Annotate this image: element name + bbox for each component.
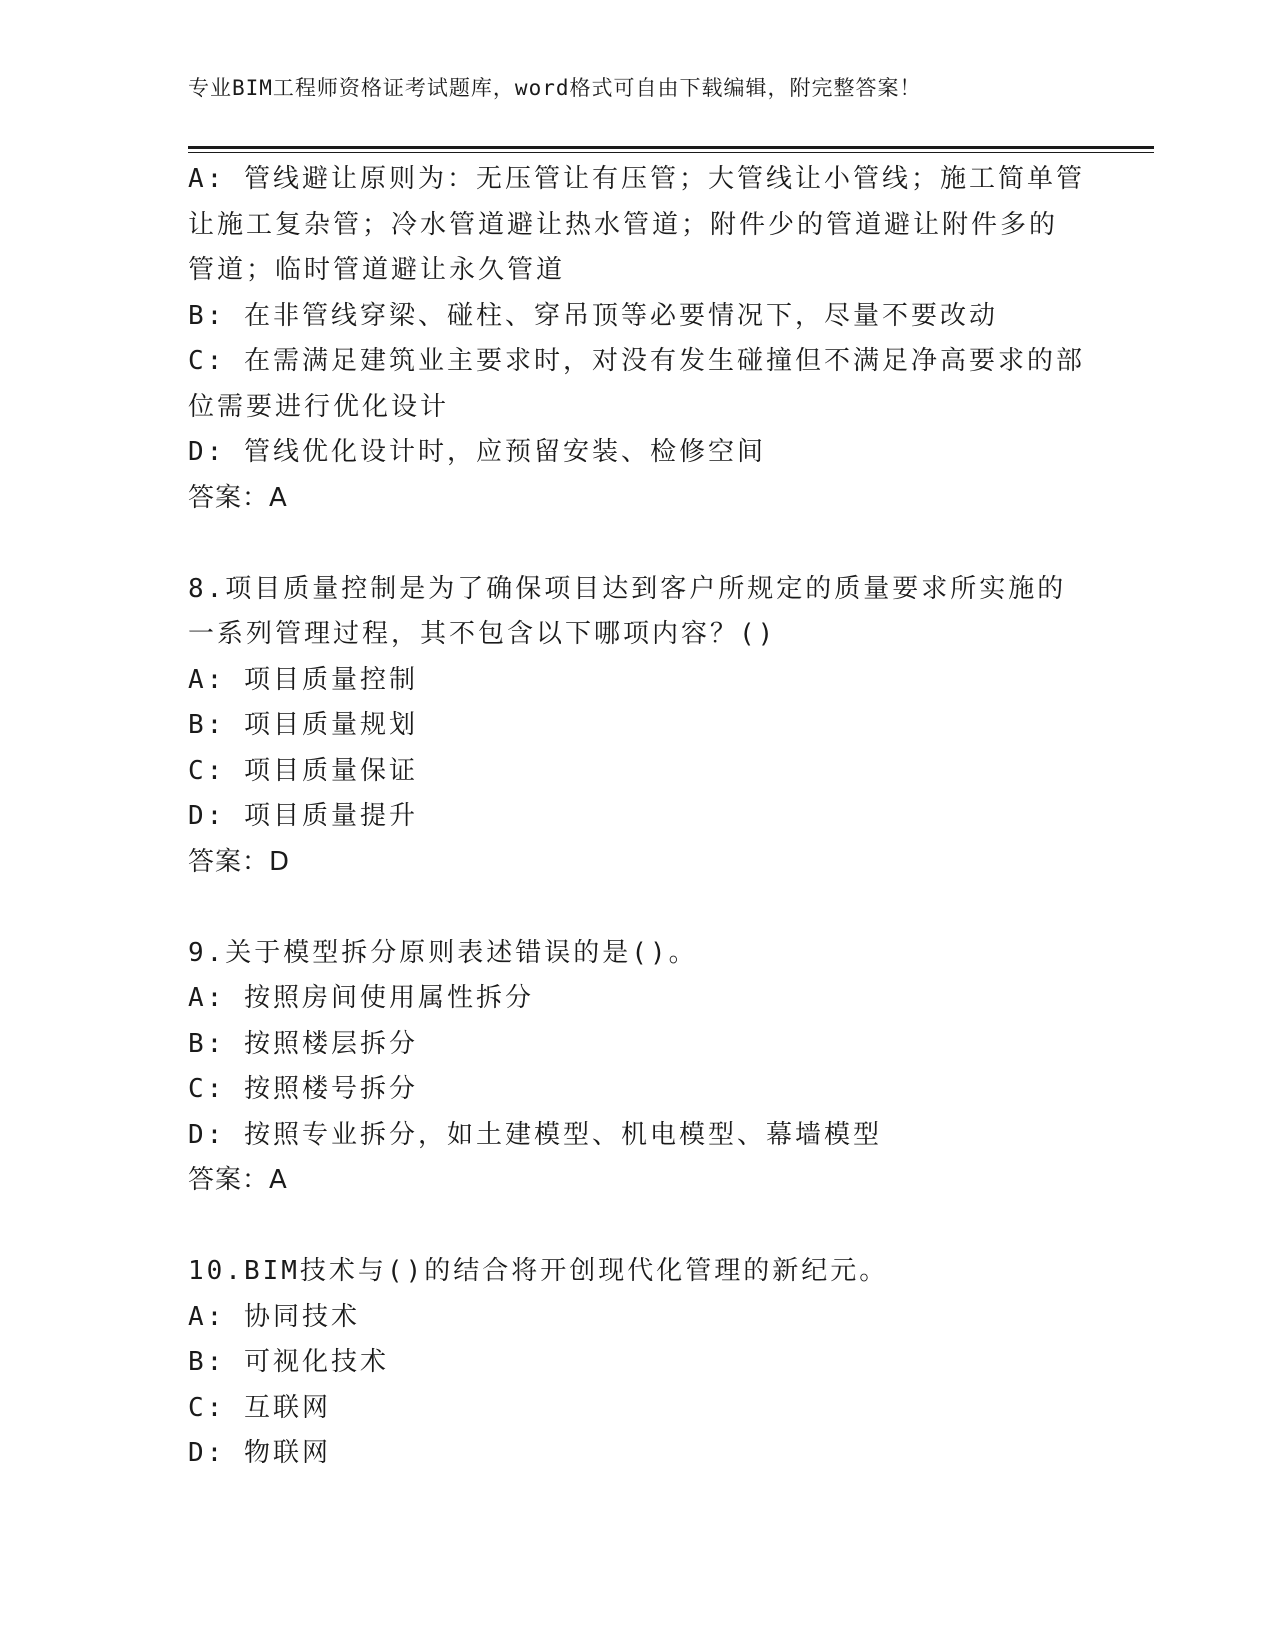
q9-option-a: A: 按照房间使用属性拆分 xyxy=(188,983,534,1013)
document-body xyxy=(188,157,1088,1477)
q8-option-b: B: 项目质量规划 xyxy=(188,710,418,740)
q7-option-b: B: 在非管线穿梁、碰柱、穿吊顶等必要情况下，尽量不要改动 xyxy=(188,300,998,331)
q8-question-line1: 8.项目质量控制是为了确保项目达到客户所规定的质量要求所实施的 xyxy=(188,573,1067,604)
q7-answer: 答案：A xyxy=(188,482,288,513)
q10-option-a: A: 协同技术 xyxy=(188,1301,360,1332)
question-7-block xyxy=(188,157,1088,521)
q7-option-d: D: 管线优化设计时，应预留安装、检修空间 xyxy=(188,437,766,467)
q7-option-a-line2: 让施工复杂管；冷水管道避让热水管道；附件少的管道避让附件多的 xyxy=(188,209,1059,240)
q8-answer: 答案：D xyxy=(188,846,291,877)
q8-option-c: C: 项目质量保证 xyxy=(188,755,418,786)
q8-option-d: D: 项目质量提升 xyxy=(188,801,418,831)
q9-answer: 答案：A xyxy=(188,1165,288,1195)
header-rule-thick xyxy=(188,146,1154,149)
question-8-block xyxy=(188,567,1088,886)
spacer xyxy=(188,521,1088,567)
q7-option-c-line1: C: 在需满足建筑业主要求时，对没有发生碰撞但不满足净高要求的部 xyxy=(188,346,1085,376)
spacer xyxy=(188,1204,1088,1250)
q9-option-d: D: 按照专业拆分，如土建模型、机电模型、幕墙模型 xyxy=(188,1119,882,1150)
q8-option-a: A: 项目质量控制 xyxy=(188,664,418,695)
q9-question: 9.关于模型拆分原则表述错误的是()。 xyxy=(188,937,698,968)
q7-option-c-line2: 位需要进行优化设计 xyxy=(188,391,450,422)
q9-option-b: B: 按照楼层拆分 xyxy=(188,1028,418,1059)
question-9-block xyxy=(188,931,1088,1204)
page-header: 专业BIM工程师资格证考试题库，word格式可自由下载编辑，附完整答案！ xyxy=(188,76,922,100)
question-10-block xyxy=(188,1249,1088,1477)
header-rule-thin xyxy=(188,152,1154,153)
q10-option-d: D: 物联网 xyxy=(188,1438,331,1468)
q9-option-c: C: 按照楼号拆分 xyxy=(188,1074,418,1104)
q10-question: 10.BIM技术与()的结合将开创现代化管理的新纪元。 xyxy=(188,1256,889,1286)
spacer xyxy=(188,885,1088,931)
q7-option-a-line1: A: 管线避让原则为：无压管让有压管；大管线让小管线；施工简单管 xyxy=(188,164,1085,194)
q7-option-a-line3: 管道；临时管道避让永久管道 xyxy=(188,255,566,285)
q8-question-line2: 一系列管理过程，其不包含以下哪项内容？() xyxy=(188,619,777,649)
q10-option-b: B: 可视化技术 xyxy=(188,1347,389,1377)
q10-option-c: C: 互联网 xyxy=(188,1392,331,1423)
